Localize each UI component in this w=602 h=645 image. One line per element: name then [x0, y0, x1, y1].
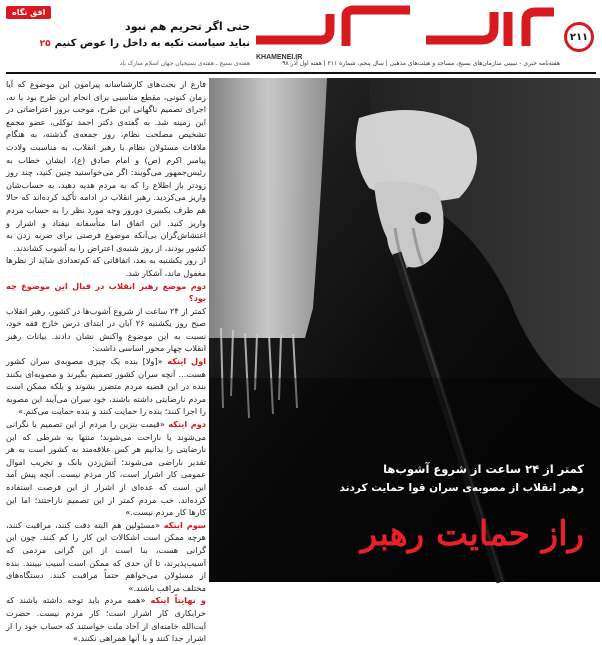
article-intro-2: از روز یکشنبه به بعد، اتفاقاتی که کم‌تعدادی شاید از نظر‌ها مغفول ماند، آشکار شد. [6, 255, 206, 278]
site-label[interactable]: KHAMENEI.IR [256, 54, 303, 61]
article-column [6, 78, 206, 644]
point-label: سوم اینکه [163, 519, 206, 530]
teaser-subheadline [40, 38, 250, 49]
article-intro-1: فارغ از بحث‌های کارشناسانه پیرامون این موضوع که آیا زمان کنونی، مقطع مناسبی برای انجام این طرح بود یا نه، اجرای تصمیم ناگهانی این طرح، موجب بروز اعتراضاتی در این زمینه شد. به گفته‌ی دکتر احمد توکلی، عضو مجمع تشخیص مصلحت نظام، روز جمعه‌ی گذشته، به هنگام ملاقات مسئولان نظام با رهبر انقلاب، به مناسبت ولادت پیامبر اکرم (ص) و امام صادق (ع)، ایشان خطاب به رئیس‌جمهور می‌گویند: اگر می‌خواستید چنین کنید، چند روز زودتر باز اطلاع را که به مردم هدیه دهید، به حساب‌شان واریز می‌کردید. رهبر انقلاب در ادامه تأکید کرده‌اند که حالا هم طرف یکسری دوروز وجه مورد نظر را به حساب مردم واریز کنید. این اتفاق اما متأسفانه نیفتاد و اشرار و اغتشاش‌گران بی‌آنکه موضوع فرصتی برای ضربه زدن به کشور بودند، از روز شنبه‌ی اعتراض را به آشوب کشاندند. [6, 79, 206, 253]
header-divider [6, 72, 596, 74]
article-point [6, 355, 206, 418]
photo-artwork [209, 78, 600, 582]
teaser-badge: افق نگاه [6, 6, 51, 19]
teaser-headline: حتی اگر تحریم هم نبود [125, 20, 250, 33]
masthead-meta: هفته‌نامه خبری - تبیینی سازمان‌های بسیج، مساجد و هیئت‌های مذهبی | سال پنجم، شماره ۲۱۱ | هفته اول آذر ۹۸ [282, 60, 560, 67]
teaser-page-ref: ۲۵ [39, 39, 51, 49]
article-para-2: کمتر از ۲۴ ساعت از شروع آشوب‌ها در کشور، رهبر انقلاب صبح روز یکشنبه ۲۶ آبان در ابتدای درس خارج فقه خود، نسبت به این موضوع واکنش نشان دادند. بیانات رهبر انقلاب چهار محور اساسی داشت: [6, 305, 206, 354]
point-label: دوم اینکه [168, 419, 206, 430]
point-text: «همه مردم باید توجه داشته باشند که خرابکاری کار اشرار است؛ کار مردم نیست. حضرت آیت‌الله خامنه‌ای از آحاد ملت خواستند که حساب خود را از اشرار جدا کنند و با آنها همراهی نکنند.» [6, 595, 206, 644]
point-text: «مسئولین هم البته دقت کنند، مراقبت کنند، هرچه ممکن است اشکالات این کار را کم کنند. چون این گرانی هست، بنا است از این گرانی مردمی که آسیب‌پذیرند، تا آن حدی که ممکن است آسیب نبینند. بنده از مسئولان می‌خواهم حتماً مراقبت کنند. دستگاه‌های مختلف مراقب باشند.» [6, 519, 206, 593]
photo-caption-kicker-2: رهبر انقلاب از مصوبه‌ی سران قوا حمایت کردند [339, 482, 584, 494]
issue-number-badge: ۲۱۱ [564, 22, 594, 52]
main-headline[interactable]: راز حمایت رهبر [360, 514, 584, 554]
teaser-footer: هفته‌ی بسیج ـ هفته‌ی بسیجیان جهان اسلام مبارک باد [119, 60, 250, 67]
point-label: اول اینکه [167, 356, 206, 367]
newspaper-logo[interactable] [250, 6, 560, 54]
masthead [0, 0, 602, 72]
teaser-box[interactable] [6, 6, 250, 58]
point-text: «قیمت بنزین را مردم از این تصمیم با نگرانی می‌شوند یا ناراحت می‌شوند؛ منتها به شرطی که این نارضایتی را بدانیم هر کس علاقه‌مند به کشور است به هر تقدیر ناراضی می‌شوند؛ آتش‌زدن بانک و تخریب اموال عمومی کار اشرار است، کار مردم نیست. آنچه پیش آمد این است که عده‌ای از اشرار از این فرصت استفاده کرده‌اند. خب مردم کمتر از این تصمیم ناراحتند؛ اما این کارها کار مردم نیست.» [6, 419, 206, 518]
point-label: و نهایتاً اینکه [150, 595, 206, 606]
cover-photo[interactable] [209, 78, 600, 582]
teaser-subheadline-text: نباید سیاست تکیه به داخل را عوض کنیم [54, 38, 250, 49]
article-point [6, 594, 206, 644]
article-point [6, 519, 206, 595]
point-text: «[ولا] بنده یک چیزی مصوبه‌ی سران کشور هست... آنچه سران کشور تصمیم بگیرند و مصوبه‌ای بکنند بنده در این قضیه مردم متضرر بشوند و بلکه ممکن است مردم نارضایتی داشته باشند، خود سران می‌آیند این مصوبه را اجرا کنند؛ بنده را حمایت کنند و بنده حمایت می‌کنم.» [6, 356, 206, 417]
photo-caption-kicker: کمتر از ۲۴ ساعت از شروع آشوب‌ها [383, 462, 584, 476]
article-point [6, 418, 206, 519]
article-subhead: دوم موضع رهبر انقلاب در قبال این موضوع چه بود؟ [6, 280, 206, 304]
